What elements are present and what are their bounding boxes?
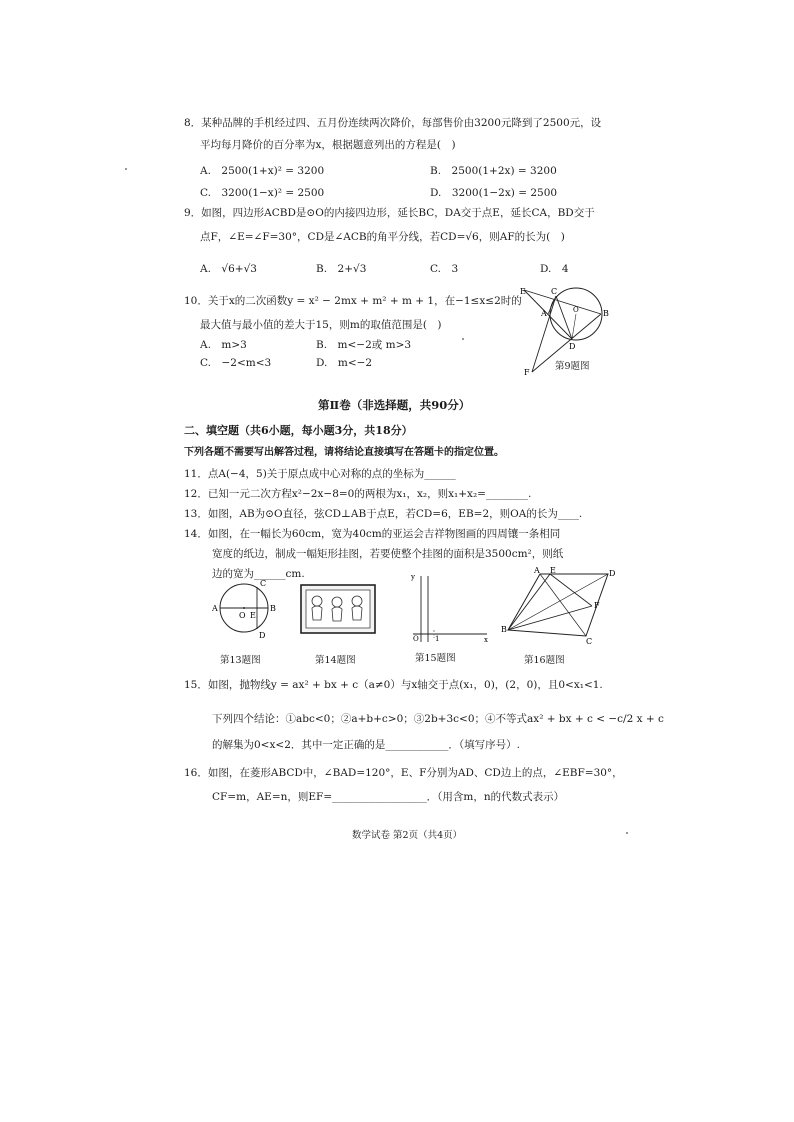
- q10-option-d: D. m<−2: [316, 357, 373, 369]
- q9-option-d: D. 4: [540, 263, 569, 275]
- q12: 12．已知一元二次方程x²−2x−8=0的两根为x₁，x₂，则x₁+x₂=________.: [184, 488, 532, 500]
- scan-speck: [125, 168, 127, 170]
- q9-option-b: B. 2+√3: [316, 263, 367, 275]
- q10-option-b: B. m<−2或 m>3: [316, 339, 412, 351]
- q15-label-1: 1: [435, 635, 440, 643]
- q8-option-d: D. 3200(1−2x) = 2500: [430, 187, 558, 199]
- q8-stem-line2: 平均每月降价的百分率为x，根据题意列出的方程是( ): [200, 139, 456, 151]
- q8-stem-line1: 8．某种品牌的手机经过四、五月份连续两次降价，每部售价由3200元降到了2500元，设: [184, 117, 602, 129]
- q16-label-c: C: [586, 637, 593, 644]
- q13-figure: [210, 578, 280, 640]
- q13-label-e: E: [250, 611, 256, 620]
- q13-label-b: B: [270, 604, 276, 613]
- q10-stem-line1: 10．关于x的二次函数y = x² − 2mx + m² + m + 1，在−1≤x≤2时的: [184, 295, 522, 307]
- q10-option-c: C. −2<m<3: [200, 357, 272, 369]
- q9-label-e: E: [520, 287, 526, 296]
- q15-label-x: x: [484, 636, 488, 644]
- q16-label-a: A: [534, 566, 540, 575]
- q13-label-o: O: [239, 611, 246, 620]
- q16-label-e: E: [550, 566, 556, 575]
- q9-label-a: A: [541, 309, 547, 318]
- q15-label-o: O: [413, 635, 419, 643]
- q10-stem-line2: 最大值与最小值的差大于15，则m的取值范围是( ): [200, 319, 442, 331]
- q13-label-a: A: [212, 604, 218, 613]
- q15-line3: 的解集为0<x<2．其中一定正确的是____________．（填写序号）.: [212, 739, 520, 751]
- q9-figure-caption: 第9题图: [555, 361, 590, 372]
- q9-label-d: D: [569, 342, 576, 351]
- q9-stem-line1: 9．如图，四边形ACBD是⊙O的内接四边形，延长BC，DA交于点E，延长CA，BD交于: [184, 207, 595, 219]
- q9-label-b: B: [603, 309, 609, 318]
- q16-label-d: D: [609, 569, 616, 578]
- scan-speck: [462, 338, 464, 340]
- q13-figure-caption: 第13题图: [220, 655, 261, 666]
- section-fill-in-title: 二、填空题（共6小题，每小题3分，共18分）: [184, 424, 413, 437]
- q9-label-f: F: [524, 368, 530, 376]
- q13-label-d: D: [259, 631, 266, 640]
- q14-figure: [300, 584, 376, 634]
- q9-label-o: O: [573, 306, 579, 314]
- q9-option-c: C. 3: [430, 263, 459, 275]
- scan-speck: [626, 832, 628, 834]
- q16-label-b: B: [501, 625, 507, 634]
- section-instruction: 下列各题不需要写出解答过程，请将结论直接填写在答题卡的指定位置。: [184, 447, 504, 458]
- q14-figure-caption: 第14题图: [315, 655, 356, 666]
- q10-option-a: A. m>3: [200, 339, 247, 351]
- q8-option-c: C. 3200(1−x)² = 2500: [200, 187, 325, 199]
- q8-option-b: B. 2500(1+2x) = 3200: [430, 165, 557, 177]
- q14-line2: 宽度的纸边，制成一幅矩形挂图，若要使整个挂图的面积是3500cm²，则纸: [212, 548, 564, 560]
- q14-line1: 14．如图，在一幅长为60cm，宽为40cm的亚运会吉祥物图画的四周镶一条相同: [184, 528, 561, 540]
- q9-stem-line2: 点F，∠E=∠F=30°，CD是∠ACB的角平分线，若CD=√6，则AF的长为( ): [200, 231, 565, 243]
- q16-line2: CF=m，AE=n，则EF=__________________．（用含m，n的代数式表示）: [212, 791, 565, 803]
- q8-option-a: A. 2500(1+x)² = 3200: [200, 165, 325, 177]
- page-footer: 数学试卷 第2页（共4页）: [352, 830, 463, 841]
- part2-title: 第Ⅱ卷（非选择题，共90分）: [318, 398, 471, 412]
- q15-line1: 15．如图，抛物线y = ax² + bx + c（a≠0）与x轴交于点(x₁，0)，(2，0)，且0<x₁<1.: [184, 679, 603, 691]
- q9-option-a: A. √6+√3: [200, 263, 257, 275]
- q15-line2: 下列四个结论：①abc<0；②a+b+c>0；③2b+3c<0；④不等式ax² + bx + c < −c/2 x + c: [212, 713, 664, 725]
- q15-figure-caption: 第15题图: [415, 653, 456, 664]
- q13-label-c: C: [260, 579, 267, 588]
- q13: 13．如图，AB为⊙O直径，弦CD⊥AB于点E，若CD=6，EB=2，则OA的长为____.: [184, 508, 583, 520]
- q16-label-f: F: [594, 601, 600, 610]
- q16-figure: [500, 566, 616, 644]
- q15-figure: [405, 572, 491, 646]
- q9-label-c: C: [551, 287, 558, 296]
- q14-line3: 边的宽为______cm.: [212, 568, 305, 580]
- q16-figure-caption: 第16题图: [524, 655, 565, 666]
- q16-line1: 16．如图，在菱形ABCD中，∠BAD=120°，E、F分别为AD、CD边上的点，∠EBF=30°，: [184, 767, 623, 779]
- q15-label-y: y: [411, 573, 415, 581]
- q11: 11．点A(−4，5)关于原点成中心对称的点的坐标为______: [184, 468, 456, 480]
